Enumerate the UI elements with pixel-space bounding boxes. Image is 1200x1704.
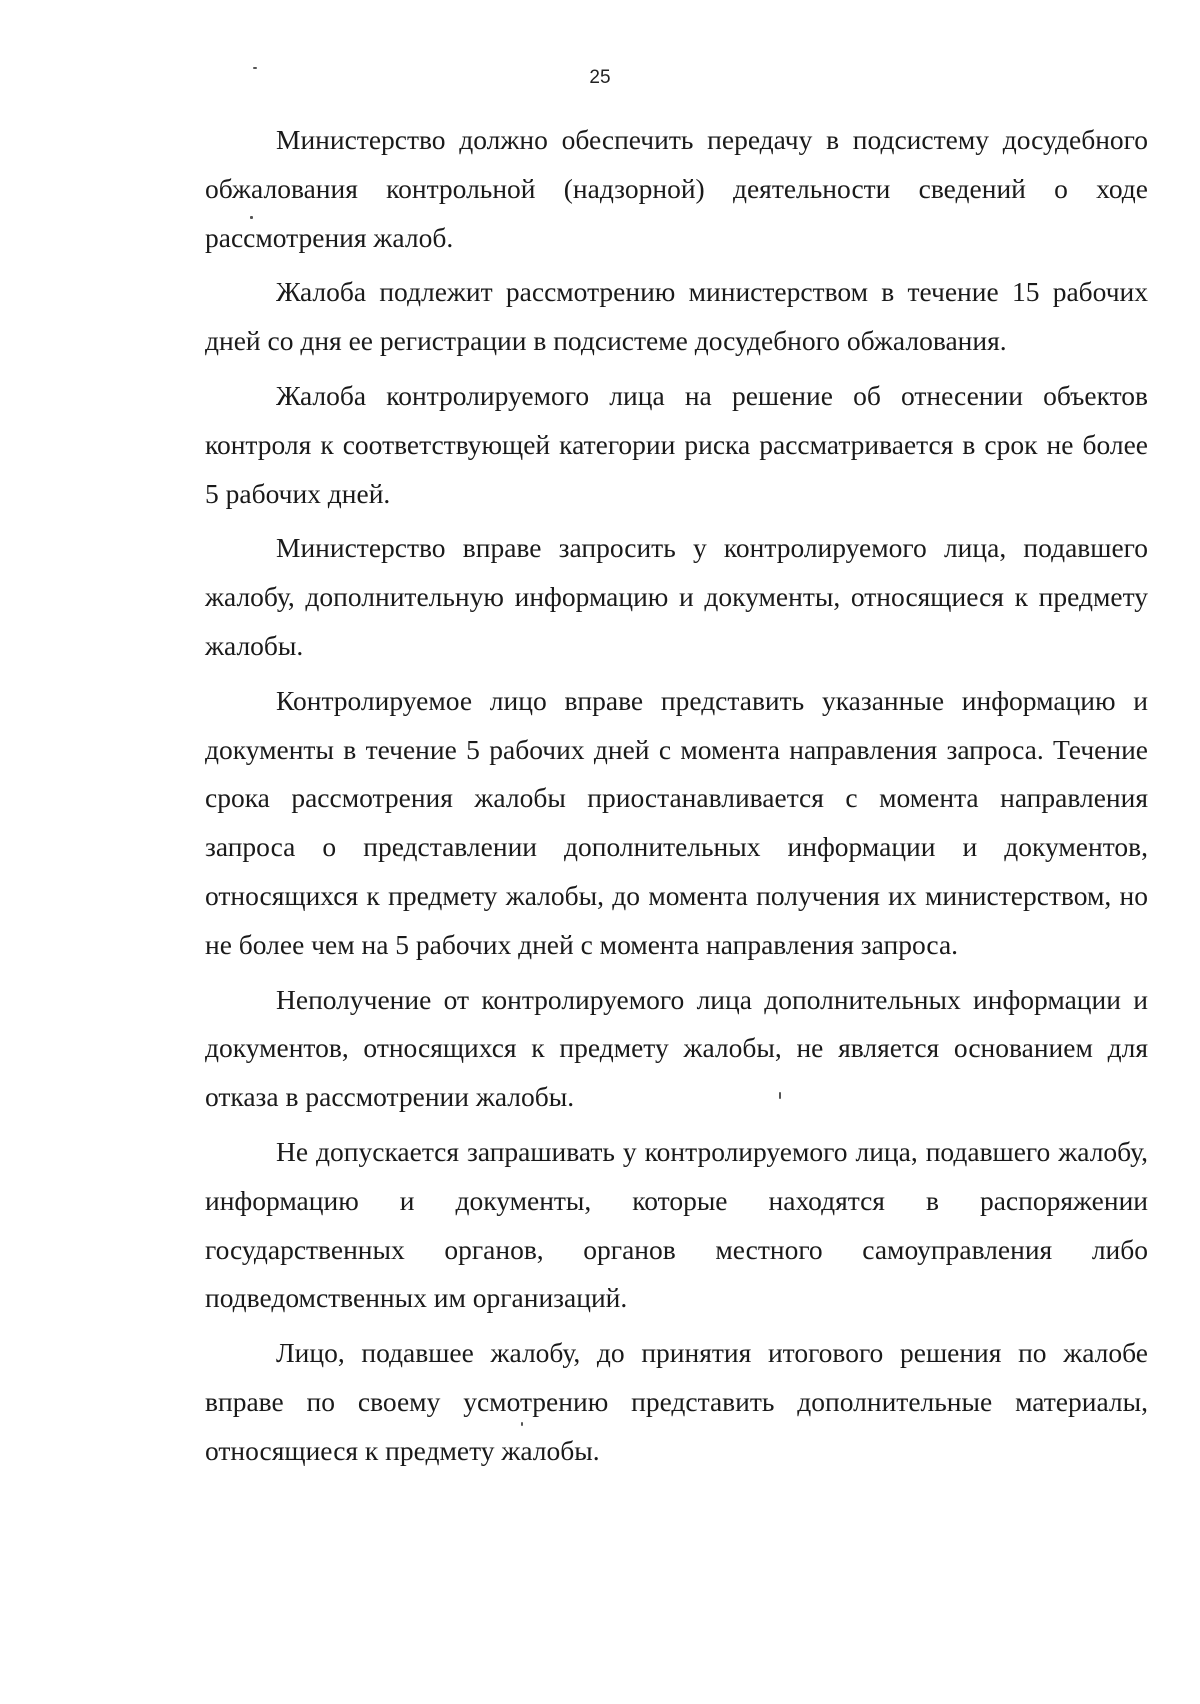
body-text [205,116,1148,1482]
paragraph: Министерство должно обеспечить передачу в подсистему досудебного обжалования контрольной (надзорной) деятельности сведений о ходе рассмотрения жалоб. [205,124,1148,253]
paragraph: Министерство вправе запросить у контролируемого лица, подавшего жалобу, дополнительную информацию и документы, относящиеся к предмету жалобы. [205,532,1148,661]
paragraph: Контролируемое лицо вправе представить указанные информацию и документы в течение 5 рабочих дней с момента направления запроса. Течение срока рассмотрения жалобы приостанавливается с момента направления запроса о представлении дополнительных информации и документов, относящихся к предмету жалобы, до момента получения их министерством, но не более чем на 5 рабочих дней с момента направления запроса. [205,684,1148,960]
scan-speck [250,216,253,219]
page-number: 25 [589,67,611,88]
paragraph: Лицо, подавшее жалобу, до принятия итогового решения по жалобе вправе по своему усмотрению представить дополнительные материалы, относящиеся к предмету жалобы. [205,1337,1148,1466]
paragraph: Жалоба подлежит рассмотрению министерством в течение 15 рабочих дней со дня ее регистрации в подсистеме досудебного обжалования. [205,276,1148,357]
paragraph: Неполучение от контролируемого лица дополнительных информации и документов, относящихся к предмету жалобы, не является основанием для отказа в рассмотрении жалобы. [205,983,1148,1113]
paragraph: Жалоба контролируемого лица на решение об отнесении объектов контроля к соответствующей категории риска рассматривается в срок не более 5 рабочих дней. [205,379,1148,509]
scan-speck [253,67,257,69]
scan-speck [779,1092,781,1099]
paragraph: Не допускается запрашивать у контролируемого лица, подавшего жалобу, информацию и документы, которые находятся в распоряжении государственных органов, органов местного самоуправления либо подведомственных им организаций. [205,1135,1148,1314]
scan-speck [521,1422,523,1426]
